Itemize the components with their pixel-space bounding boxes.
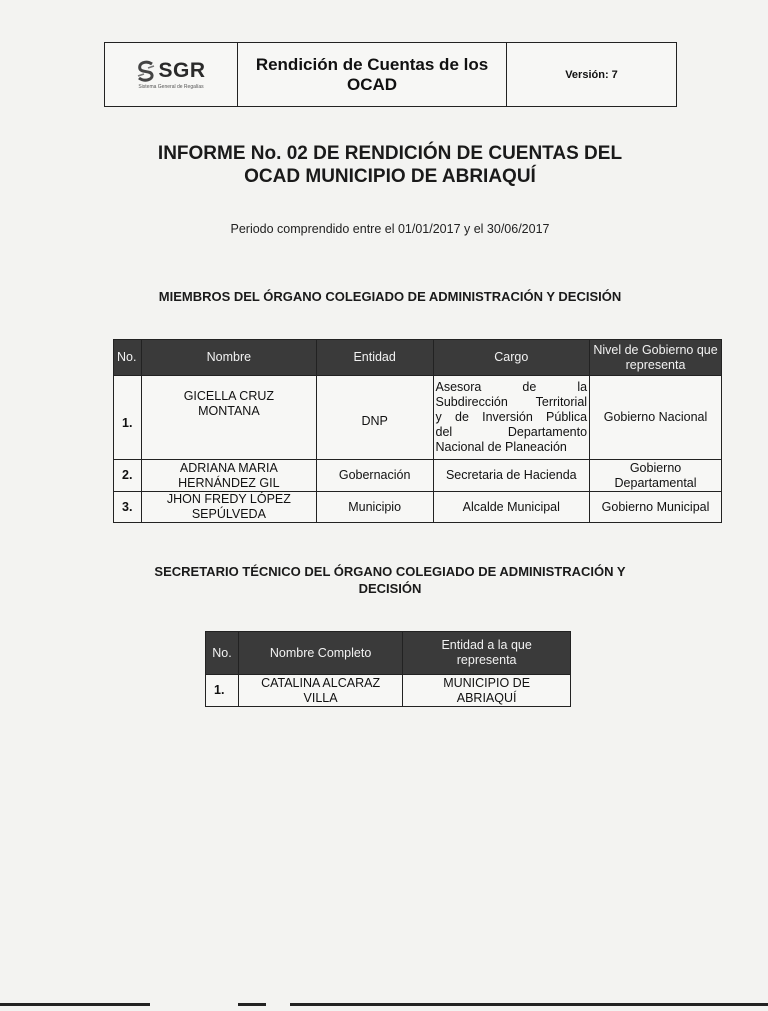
member-entity: Gobernación: [316, 460, 433, 492]
col-header-nombre: Nombre: [141, 340, 316, 376]
report-period: Periodo comprendido entre el 01/01/2017 y el 30/06/2017: [230, 222, 550, 236]
report-title-line-2: OCAD MUNICIPIO DE ABRIAQUÍ: [244, 166, 536, 187]
member-entity: Municipio: [316, 492, 433, 523]
member-position: Alcalde Municipal: [433, 492, 590, 523]
member-name: ADRIANA MARIA HERNÁNDEZ GIL: [141, 460, 316, 492]
member-position: [433, 376, 590, 460]
secretary-title-line-2: DECISIÓN: [358, 581, 422, 596]
col-header-nivel: Nivel de Gobierno que representa: [590, 340, 722, 376]
version-label: Versión: 7: [565, 68, 618, 81]
table-row: [114, 376, 722, 460]
footer-rule-left: [0, 1003, 150, 1006]
members-table: [113, 339, 722, 523]
report-title: [100, 142, 680, 188]
report-title-line-1: INFORME No. 02 DE RENDICIÓN DE CUENTAS DEL: [157, 143, 623, 164]
row-number: 1.: [114, 376, 142, 460]
secretary-name: CATALINA ALCARAZ VILLA: [238, 675, 402, 707]
secretary-table: [205, 631, 571, 707]
row-number: 3.: [114, 492, 142, 523]
position-line: Asesora de la: [435, 380, 588, 394]
secretary-title-line-1: SECRETARIO TÉCNICO DEL ÓRGANO COLEGIADO DE ADMINISTRACIÓN Y: [154, 564, 626, 579]
document-header: [104, 42, 677, 107]
table-row: [206, 675, 571, 707]
secretary-section-title: [100, 563, 680, 597]
member-name: JHON FREDY LÓPEZ SEPÚLVEDA: [141, 492, 316, 523]
footer-rule-right: [290, 1003, 768, 1006]
position-line: del Departamento: [435, 425, 588, 439]
member-position: Secretaria de Hacienda: [433, 460, 590, 492]
position-line: y de Inversión Pública: [435, 410, 588, 424]
table-row: [114, 460, 722, 492]
position-line: Nacional de Planeación: [435, 440, 567, 454]
col-header-no: No.: [206, 632, 239, 675]
member-name: GICELLA CRUZ MONTANA: [141, 376, 316, 460]
col-header-entidad-representa: Entidad a la que representa: [403, 632, 571, 675]
col-header-nombre-completo: Nombre Completo: [238, 632, 402, 675]
member-government-level: Gobierno Departamental: [590, 460, 722, 492]
col-header-no: No.: [114, 340, 142, 376]
logo-text: SGR: [158, 59, 206, 82]
header-title: Rendición de Cuentas de los OCAD: [238, 43, 507, 106]
members-section-title: MIEMBROS DEL ÓRGANO COLEGIADO DE ADMINISTRACIÓN Y DECISIÓN: [158, 289, 622, 304]
col-header-entidad: Entidad: [316, 340, 433, 376]
sgr-logo-icon: [136, 60, 156, 82]
member-entity: DNP: [316, 376, 433, 460]
table-row: [114, 492, 722, 523]
col-header-cargo: Cargo: [433, 340, 590, 376]
secretary-table-header: [206, 632, 571, 675]
secretary-entity: MUNICIPIO DE ABRIAQUÍ: [403, 675, 571, 707]
logo-subtext: Sistema General de Regalías: [138, 84, 204, 90]
row-number: 2.: [114, 460, 142, 492]
row-number: 1.: [206, 675, 239, 707]
member-government-level: Gobierno Municipal: [590, 492, 722, 523]
sgr-logo: [105, 43, 238, 106]
member-government-level: Gobierno Nacional: [590, 376, 722, 460]
position-line: Subdirección Territorial: [435, 395, 588, 409]
footer-rule-middle: [238, 1003, 266, 1006]
members-table-header: [114, 340, 722, 376]
